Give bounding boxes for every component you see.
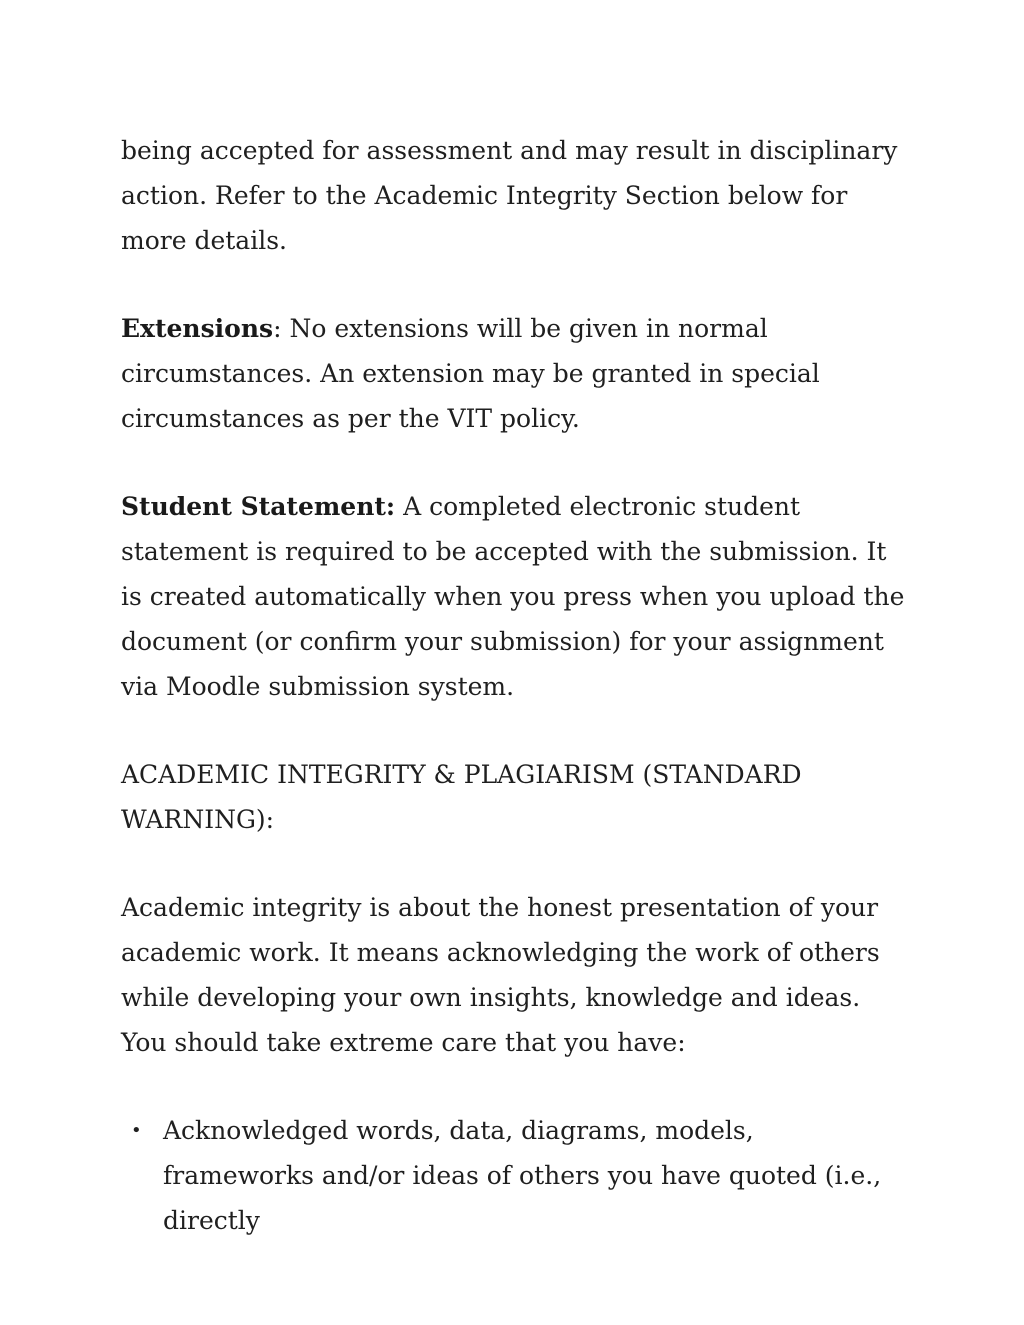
integrity-bullet-list: [121, 1108, 911, 1243]
integrity-body-paragraph: Academic integrity is about the honest presentation of your academic work. It means acknowledging the work of others while developing your own insights, knowledge and ideas. You should take extreme care that you have:: [121, 893, 880, 1057]
student-statement-text: A completed electronic student statement is required to be accepted with the submission. It is created automatically when you press when you upload the document (or confirm your submission) for your assignment via Moodle submission system.: [121, 492, 905, 701]
intro-continuation-paragraph: being accepted for assessment and may result in disciplinary action. Refer to the Academic Integrity Section below for more details.: [121, 136, 898, 255]
list-item: [121, 1108, 911, 1243]
bullet-text: Acknowledged words, data, diagrams, models, frameworks and/or ideas of others you have quoted (i.e., directly: [163, 1116, 882, 1235]
bullet-icon: •: [131, 1120, 142, 1141]
document-page: [121, 128, 911, 1243]
student-statement-paragraph: [121, 484, 911, 709]
extensions-text: : No extensions will be given in normal circumstances. An extension may be granted in special circumstances as per the VIT policy.: [121, 314, 820, 433]
student-statement-label: Student Statement:: [121, 492, 396, 521]
integrity-heading: ACADEMIC INTEGRITY & PLAGIARISM (STANDARD WARNING):: [121, 760, 802, 834]
extensions-paragraph: [121, 306, 911, 441]
extensions-label: Extensions: [121, 314, 274, 343]
